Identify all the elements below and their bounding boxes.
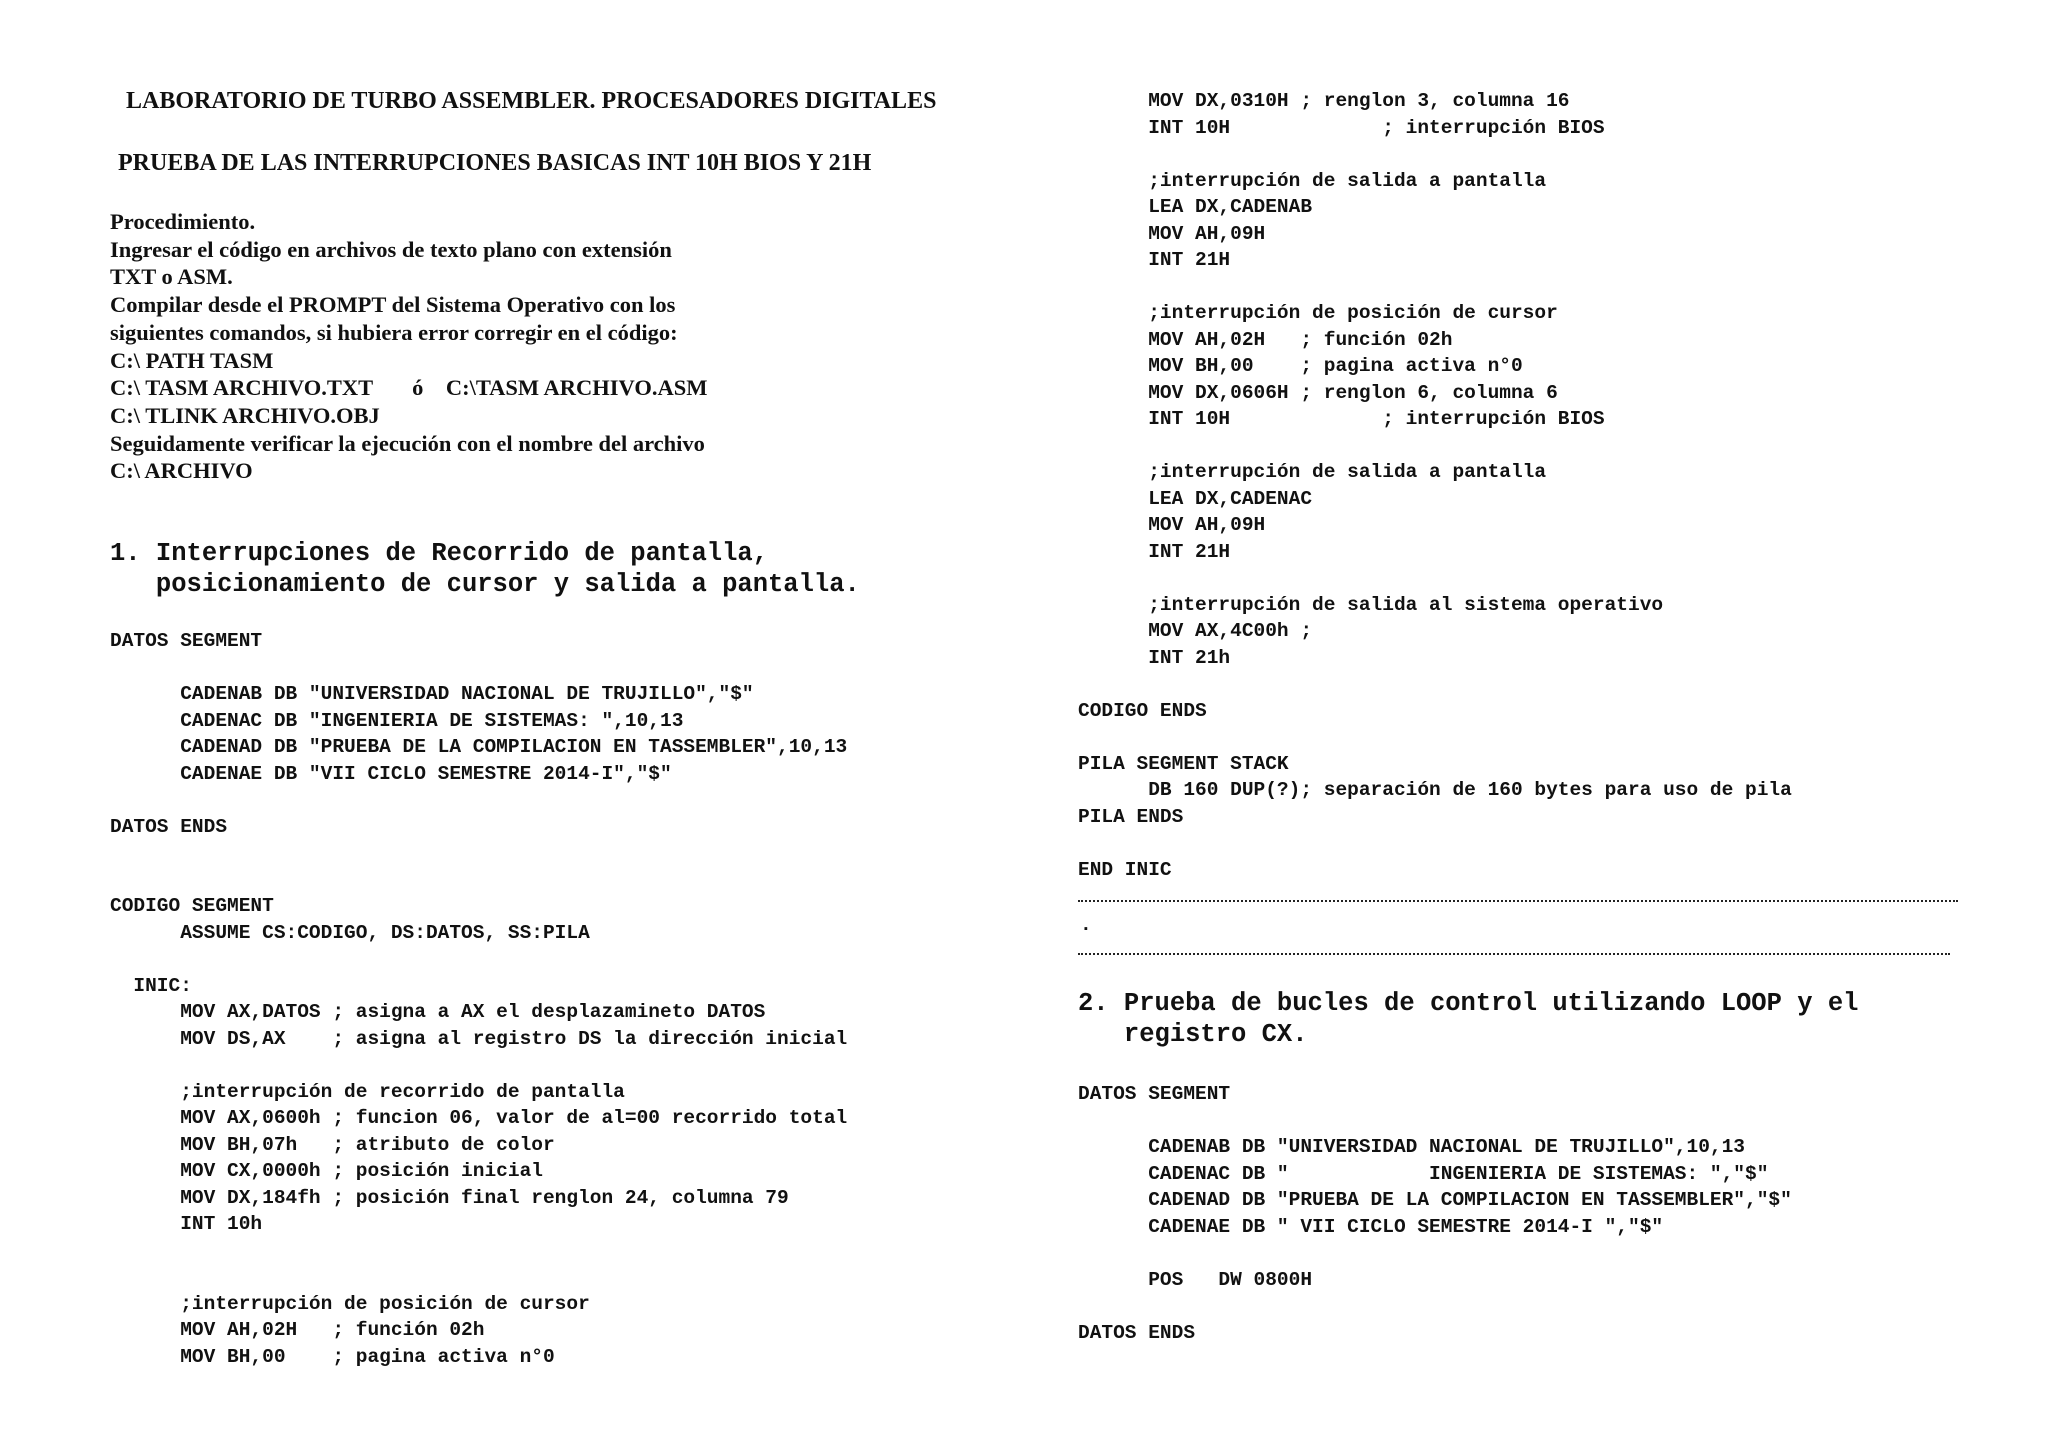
page-title: LABORATORIO DE TURBO ASSEMBLER. PROCESADORES DIGITALES — [126, 88, 937, 114]
code-line — [110, 787, 847, 814]
code-line: MOV AX,4C00h ; — [1078, 620, 1313, 642]
code-line: DATOS ENDS — [110, 815, 228, 838]
procedure-line: siguientes comandos, si hubiera error corregir en el código: — [110, 319, 678, 345]
procedure-line: Seguidamente verificar la ejecución con el nombre del archivo — [110, 430, 705, 456]
code-line — [1078, 141, 1792, 168]
code-line: INT 10h — [110, 1213, 263, 1235]
code-line: CADENAB DB "UNIVERSIDAD NACIONAL DE TRUJILLO",10,13 — [1078, 1136, 1746, 1158]
dotted-separator — [1078, 953, 1950, 955]
code-line: DATOS SEGMENT — [1078, 1083, 1231, 1105]
page-subtitle: PRUEBA DE LAS INTERRUPCIONES BASICAS INT 10H BIOS Y 21H — [118, 150, 872, 176]
code-line — [110, 1052, 847, 1079]
code-line — [1078, 1293, 1792, 1320]
code-line: ;interrupción de recorrido de pantalla — [110, 1080, 625, 1103]
code-line: MOV AX,DATOS ; asigna a AX el desplazamineto DATOS — [110, 1001, 766, 1023]
code-line: CADENAC DB "INGENIERIA DE SISTEMAS: ",10,13 — [110, 709, 684, 732]
code-line: MOV AH,02H ; función 02h — [1078, 328, 1453, 351]
code-line: MOV AX,0600h ; funcion 06, valor de al=00 recorrido total — [110, 1107, 848, 1129]
procedure-line: C:\ TASM ARCHIVO.TXT ó C:\TASM ARCHIVO.ASM — [110, 375, 708, 401]
code-line — [110, 946, 847, 973]
code-line: CADENAD DB "PRUEBA DE LA COMPILACION EN TASSEMBLER",10,13 — [110, 736, 848, 758]
code-line — [1078, 565, 1792, 592]
code-line: LEA DX,CADENAC — [1078, 487, 1313, 510]
section1-heading-line: posicionamiento de cursor y salida a pantalla. — [110, 570, 860, 599]
procedure-line: C:\ PATH TASM — [110, 347, 274, 373]
code-line — [110, 1238, 847, 1265]
section2-heading-line: 2. Prueba de bucles de control utilizando LOOP y el — [1078, 989, 1859, 1018]
code-line: MOV AH,09H — [1078, 222, 1266, 245]
code-line: CADENAE DB " VII CICLO SEMESTRE 2014-I ","$" — [1078, 1215, 1664, 1238]
code-line — [110, 840, 847, 867]
dotted-separator — [1078, 900, 1958, 902]
code-line: PILA SEGMENT STACK — [1078, 752, 1289, 775]
code-line: CADENAB DB "UNIVERSIDAD NACIONAL DE TRUJILLO","$" — [110, 683, 754, 705]
section2-heading — [1078, 988, 1858, 1050]
code-line: END INIC — [1078, 858, 1172, 881]
code-line: INIC: — [110, 974, 192, 997]
code-line: MOV DS,AX ; asigna al registro DS la dirección inicial — [110, 1027, 848, 1050]
procedure-line: Ingresar el código en archivos de texto plano con extensión — [110, 236, 672, 262]
code-line: ;interrupción de salida al sistema operativo — [1078, 593, 1664, 616]
code-line: ;interrupción de salida a pantalla — [1078, 169, 1547, 192]
code-line: ;interrupción de salida a pantalla — [1078, 461, 1547, 483]
procedure-label: Procedimiento. — [110, 209, 256, 234]
code-line: ;interrupción de posición de cursor — [110, 1292, 590, 1315]
code-line: INT 10H ; interrupción BIOS — [1078, 408, 1605, 430]
code-line: LEA DX,CADENAB — [1078, 196, 1313, 218]
section1-heading-line: 1. Interrupciones de Recorrido de pantalla, — [110, 539, 769, 568]
code-line: CADENAE DB "VII CICLO SEMESTRE 2014-I","$" — [110, 762, 672, 785]
code-line: MOV DX,184fh ; posición final renglon 24, columna 79 — [110, 1186, 789, 1209]
code-line — [1078, 274, 1792, 301]
procedure-line: TXT o ASM. — [110, 264, 233, 290]
section2-heading-line: registro CX. — [1078, 1020, 1308, 1049]
code-listing-section1-part2 — [1078, 88, 1792, 883]
code-line: MOV CX,0000h ; posición inicial — [110, 1160, 543, 1182]
code-line: CODIGO SEGMENT — [110, 895, 274, 917]
code-line — [1078, 724, 1792, 751]
code-line — [110, 1264, 847, 1291]
code-listing-section1-part1 — [110, 628, 847, 1370]
code-line: PILA ENDS — [1078, 805, 1184, 828]
procedure-line: C:\ ARCHIVO — [110, 458, 253, 484]
code-line: MOV BH,07h ; atributo de color — [110, 1133, 555, 1156]
code-line: MOV AH,02H ; función 02h — [110, 1319, 485, 1341]
code-line — [1078, 433, 1792, 460]
code-line: INT 10H ; interrupción BIOS — [1078, 116, 1605, 139]
code-line: CADENAD DB "PRUEBA DE LA COMPILACION EN TASSEMBLER","$" — [1078, 1189, 1792, 1211]
code-line — [1078, 671, 1792, 698]
procedure-line: Compilar desde el PROMPT del Sistema Operativo con los — [110, 292, 676, 318]
procedure-block — [110, 208, 707, 485]
code-line: INT 21H — [1078, 249, 1231, 271]
code-line: POS DW 0800H — [1078, 1268, 1313, 1291]
code-listing-section2 — [1078, 1081, 1792, 1346]
code-line: MOV DX,0310H ; renglon 3, columna 16 — [1078, 90, 1570, 112]
code-line: MOV DX,0606H ; renglon 6, columna 6 — [1078, 381, 1558, 404]
code-line: INT 21h — [1078, 646, 1231, 669]
section1-heading — [110, 538, 860, 600]
code-line: INT 21H — [1078, 540, 1231, 563]
code-line: MOV BH,00 ; pagina activa n°0 — [110, 1345, 555, 1368]
code-line — [1078, 1108, 1792, 1135]
code-line: DB 160 DUP(?); separación de 160 bytes para uso de pila — [1078, 779, 1792, 801]
code-line: DATOS ENDS — [1078, 1321, 1196, 1344]
code-line: DATOS SEGMENT — [110, 630, 263, 652]
code-line — [1078, 830, 1792, 857]
procedure-line: C:\ TLINK ARCHIVO.OBJ — [110, 402, 380, 428]
code-line: CADENAC DB " INGENIERIA DE SISTEMAS: ","$" — [1078, 1162, 1769, 1185]
code-line — [110, 867, 847, 894]
code-line: CODIGO ENDS — [1078, 699, 1207, 722]
code-line: MOV BH,00 ; pagina activa n°0 — [1078, 355, 1523, 377]
code-line: MOV AH,09H — [1078, 514, 1266, 536]
separator-dot: . — [1080, 914, 1092, 936]
code-line: ASSUME CS:CODIGO, DS:DATOS, SS:PILA — [110, 921, 590, 944]
code-line — [110, 655, 847, 682]
code-line — [1078, 1240, 1792, 1267]
code-line: ;interrupción de posición de cursor — [1078, 302, 1558, 324]
